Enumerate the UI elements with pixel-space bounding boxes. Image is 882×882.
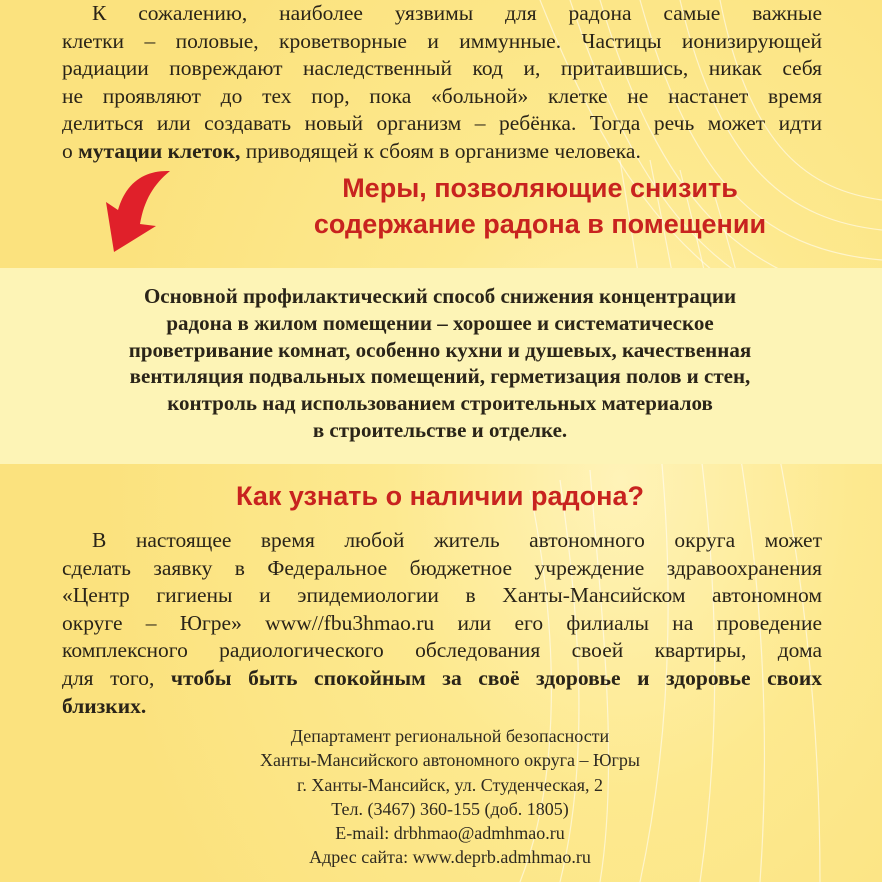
detect-line: сделать заявку в Федеральное бюджетное учреждение здравоохранения — [62, 555, 822, 580]
curved-arrow-icon — [100, 168, 172, 252]
detect-line: комплексного радиологического обследования своей квартиры, дома — [62, 638, 822, 663]
email-address: E-mail: drbhmao@admhmao.ru — [335, 823, 565, 844]
measures-line: Основной профилактический способ снижения концентрации — [143, 284, 737, 308]
intro-line: радиации повреждают наследственный код и, притаившись, никак себя — [62, 56, 822, 81]
measures-line: в строительстве и отделке. — [312, 417, 568, 442]
intro-paragraph — [62, 0, 822, 166]
intro-line: клетки – половые, кроветворные и иммунные. Частицы ионизирующей — [62, 28, 822, 53]
measures-heading — [250, 170, 830, 242]
detect-line: округе – Югре» www//fbu3hmao.ru или его филиалы на проведение — [62, 610, 822, 635]
detect-line: В настоящее время любой житель автономного округа может — [92, 528, 822, 552]
detect-heading-text: Как узнать о наличии радона? — [236, 481, 644, 511]
detect-text: для того, — [62, 665, 171, 690]
department-name: Департамент региональной безопасности — [290, 726, 610, 746]
intro-last-line — [62, 138, 822, 166]
measures-heading-line: Меры, позволяющие снизить — [342, 173, 738, 203]
measures-heading-line: содержание радона в помещении — [313, 209, 767, 239]
intro-line: не проявляют до тех пор, пока «больной» клетке не настанет время — [62, 83, 822, 108]
intro-line: К сожалению, наиболее уязвимы для радона самые важные — [92, 1, 822, 25]
measures-line: радона в жилом помещении – хорошее и систематическое — [166, 310, 714, 335]
detect-emphasis: чтобы быть спокойным за своё здоровье и здоровье своих — [170, 665, 822, 690]
detect-line — [62, 693, 822, 721]
measures-line: вентиляция подвальных помещений, герметизация полов и стен, — [129, 364, 751, 389]
detect-heading — [150, 478, 730, 514]
detect-line — [62, 665, 822, 693]
website-address: Адрес сайта: www.deprb.admhmao.ru — [309, 847, 591, 868]
region-name: Ханты-Мансийского автономного округа – Югры — [260, 750, 640, 771]
measures-paragraph — [60, 283, 820, 444]
detect-line: «Центр гигиены и эпидемиологии в Ханты-Мансийском автономном — [62, 583, 822, 608]
intro-text: приводящей к сбоям в организме человека. — [240, 138, 641, 163]
intro-line: делиться или создавать новый организм – ребёнка. Тогда речь может идти — [62, 111, 822, 136]
detect-emphasis: близких. — [62, 693, 147, 718]
intro-emphasis: мутации клеток, — [78, 138, 241, 163]
phone-number: Тел. (3467) 360-155 (доб. 1805) — [331, 798, 569, 819]
intro-text: о — [62, 138, 79, 163]
measures-line: контроль над использованием строительных материалов — [167, 391, 713, 416]
contact-footer — [200, 724, 700, 870]
postal-address: г. Ханты-Мансийск, ул. Студенческая, 2 — [297, 774, 603, 795]
detect-paragraph — [62, 527, 822, 720]
measures-line: проветривание комнат, особенно кухни и душевых, качественная — [128, 337, 752, 362]
